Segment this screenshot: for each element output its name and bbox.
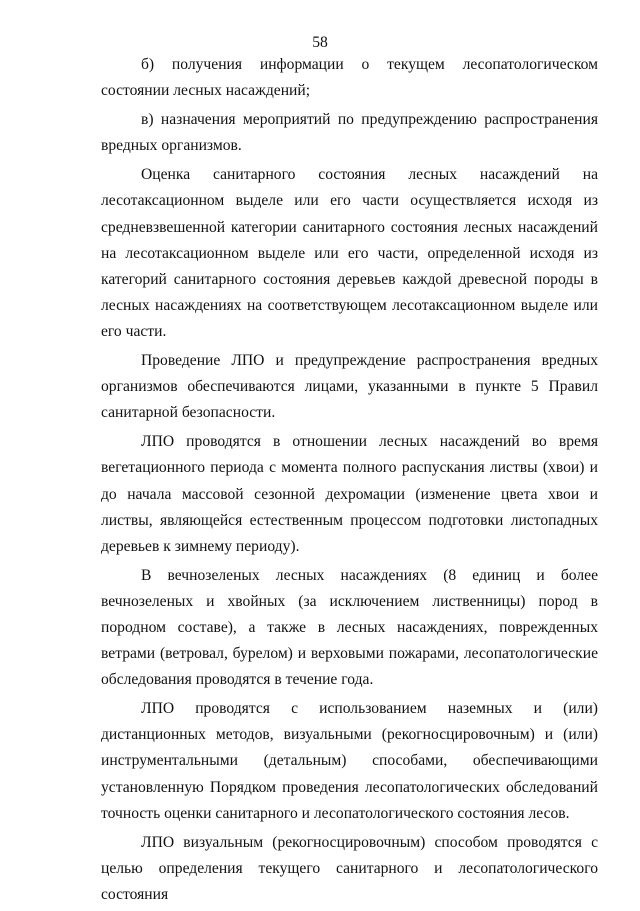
paragraph-lpo-responsibility: Проведение ЛПО и предупреждение распространения вредных организмов обеспечиваются лицами, указанными в пункте 5 Правил санитарной безопасности. — [101, 352, 598, 422]
paragraph-visual-method: ЛПО визуальным (рекогносцировочным) способом проводятся с целью определения текущего санитарного и лесопатологического состояния — [101, 833, 598, 903]
page-number: 58 — [312, 34, 328, 51]
paragraph-evergreen-stands: В вечнозеленых лесных насаждениях (8 единиц и более вечнозеленых и хвойных (за исключением лиственницы) пород в породном составе), а также в лесных насаждениях, поврежденных ветрами (ветровал, бурелом) и верховыми пожарами, лесопатологические обследования проводятся в течение года. — [101, 566, 598, 689]
paragraph-item-v: в) назначения мероприятий по предупреждению распространения вредных организмов. — [101, 111, 598, 155]
paragraph-lpo-period: ЛПО проводятся в отношении лесных насаждений во время вегетационного периода с момента полного распускания листвы (хвои) и до начала массовой сезонной дехромации (изменение цвета хвои и листвы, являющейся естественным процессом подготовки листопадных деревьев к зимнему периоду). — [101, 433, 598, 555]
paragraph-item-b: б) получения информации о текущем лесопатологическом состоянии лесных насаждений; — [101, 56, 598, 100]
document-body — [101, 52, 598, 911]
paragraph-sanitary-assessment: Оценка санитарного состояния лесных насаждений на лесотаксационном выделе или его части осуществляется исходя из средневзвешенной категории санитарного состояния лесных насаждений на лесотаксационном выделе или его части, определенной исходя из категорий санитарного состояния деревьев каждой древесной породы в лесных насаждениях на соответствующем лесотаксационном выделе или его части. — [101, 166, 598, 340]
paragraph-lpo-methods: ЛПО проводятся с использованием наземных и (или) дистанционных методов, визуальными (рекогносцировочным) и (или) инструментальными (детальным) способами, обеспечивающими установленную Порядком проведения лесопатологических обследований точность оценки санитарного и лесопатологического состояния лесов. — [101, 700, 598, 822]
